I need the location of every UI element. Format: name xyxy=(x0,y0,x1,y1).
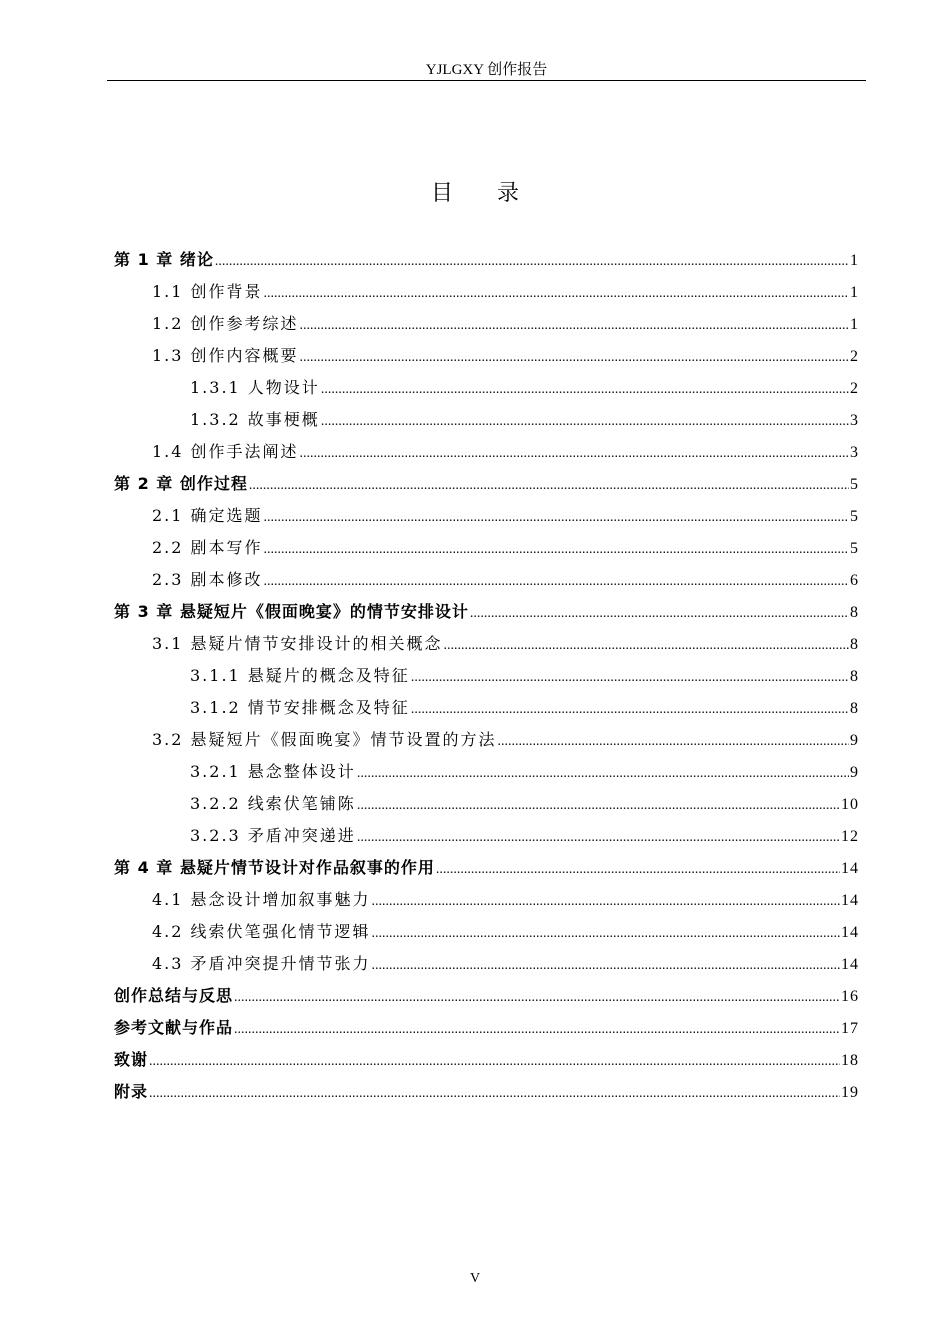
toc-entry-page: 18 xyxy=(841,1052,859,1069)
dot-leader xyxy=(149,1078,840,1110)
toc-entry[interactable] xyxy=(114,372,859,404)
toc-entry[interactable] xyxy=(114,564,859,596)
toc-entry-label: 3.1.1 悬疑片的概念及特征 xyxy=(190,666,410,685)
dot-leader xyxy=(411,662,849,694)
toc-entry-page: 8 xyxy=(850,700,859,717)
toc-entry-page: 19 xyxy=(841,1084,859,1101)
toc-entry[interactable] xyxy=(114,436,859,468)
toc-entry[interactable] xyxy=(114,788,859,820)
toc-entry-label: 第 3 章 悬疑短片《假面晚宴》的情节安排设计 xyxy=(114,602,469,621)
dot-leader xyxy=(321,374,849,406)
toc-entry-page: 17 xyxy=(841,1020,859,1037)
toc-entry-page: 2 xyxy=(850,348,859,365)
toc-entry-page: 3 xyxy=(850,444,859,461)
toc-entry[interactable] xyxy=(114,308,859,340)
toc-entry-page: 1 xyxy=(850,284,859,301)
dot-leader xyxy=(264,566,849,598)
header-rule xyxy=(107,80,866,81)
toc-entry-page: 16 xyxy=(841,988,859,1005)
toc-entry[interactable] xyxy=(114,660,859,692)
toc-entry-page: 14 xyxy=(841,956,859,973)
dot-leader xyxy=(411,694,849,726)
toc-entry[interactable] xyxy=(114,980,859,1012)
toc-entry[interactable] xyxy=(114,1076,859,1108)
toc-entry-label: 2.3 剧本修改 xyxy=(152,570,263,589)
toc-entry[interactable] xyxy=(114,468,859,500)
toc-entry-page: 8 xyxy=(850,636,859,653)
dot-leader xyxy=(372,918,840,950)
dot-leader xyxy=(215,246,849,278)
toc-entry[interactable] xyxy=(114,1012,859,1044)
toc-entry[interactable] xyxy=(114,596,859,628)
toc-entry-label: 4.1 悬念设计增加叙事魅力 xyxy=(152,890,371,909)
toc-entry[interactable] xyxy=(114,244,859,276)
toc-entry-label: 第 1 章 绪论 xyxy=(114,250,214,269)
table-of-contents xyxy=(114,244,859,1108)
toc-entry-page: 9 xyxy=(850,732,859,749)
dot-leader xyxy=(234,982,840,1014)
toc-entry-label: 4.3 矛盾冲突提升情节张力 xyxy=(152,954,371,973)
toc-entry-label: 1.3 创作内容概要 xyxy=(152,346,299,365)
toc-entry-label: 3.1 悬疑片情节安排设计的相关概念 xyxy=(152,634,443,653)
dot-leader xyxy=(264,278,849,310)
dot-leader xyxy=(470,598,849,630)
toc-entry[interactable] xyxy=(114,692,859,724)
toc-entry-page: 1 xyxy=(850,316,859,333)
dot-leader xyxy=(300,438,849,470)
toc-entry[interactable] xyxy=(114,916,859,948)
toc-entry[interactable] xyxy=(114,756,859,788)
toc-entry-page: 14 xyxy=(841,924,859,941)
toc-entry[interactable] xyxy=(114,852,859,884)
toc-entry[interactable] xyxy=(114,340,859,372)
toc-entry-label: 参考文献与作品 xyxy=(114,1018,234,1037)
toc-entry-label: 1.1 创作背景 xyxy=(152,282,263,301)
toc-entry-page: 5 xyxy=(850,540,859,557)
toc-entry-label: 附录 xyxy=(114,1082,149,1101)
toc-entry-page: 14 xyxy=(841,892,859,909)
toc-entry-label: 创作总结与反思 xyxy=(114,986,234,1005)
toc-entry[interactable] xyxy=(114,948,859,980)
dot-leader xyxy=(149,1046,840,1078)
toc-entry-label: 3.1.2 情节安排概念及特征 xyxy=(190,698,410,717)
toc-entry[interactable] xyxy=(114,276,859,308)
running-header: YJLGXY 创作报告 xyxy=(425,62,548,78)
toc-entry-label: 2.2 剧本写作 xyxy=(152,538,263,557)
toc-entry-label: 3.2.2 线索伏笔铺陈 xyxy=(190,794,356,813)
dot-leader xyxy=(372,886,840,918)
toc-entry[interactable] xyxy=(114,820,859,852)
toc-entry-page: 5 xyxy=(850,508,859,525)
toc-entry-page: 2 xyxy=(850,380,859,397)
dot-leader xyxy=(300,342,849,374)
toc-entry-page: 12 xyxy=(841,828,859,845)
toc-entry-page: 10 xyxy=(841,796,859,813)
dot-leader xyxy=(264,534,849,566)
toc-entry-page: 8 xyxy=(850,604,859,621)
toc-entry-page: 6 xyxy=(850,572,859,589)
toc-entry-label: 致谢 xyxy=(114,1050,149,1069)
toc-entry[interactable] xyxy=(114,628,859,660)
dot-leader xyxy=(372,950,840,982)
dot-leader xyxy=(357,822,840,854)
dot-leader xyxy=(444,630,849,662)
page-number: V xyxy=(469,1271,481,1286)
toc-entry-label: 2.1 确定选题 xyxy=(152,506,263,525)
dot-leader xyxy=(357,758,849,790)
toc-entry[interactable] xyxy=(114,724,859,756)
toc-entry-page: 8 xyxy=(850,668,859,685)
dot-leader xyxy=(357,790,840,822)
dot-leader xyxy=(321,406,849,438)
toc-entry[interactable] xyxy=(114,1044,859,1076)
dot-leader xyxy=(498,726,849,758)
toc-entry-label: 4.2 线索伏笔强化情节逻辑 xyxy=(152,922,371,941)
toc-entry-label: 1.3.2 故事梗概 xyxy=(190,410,320,429)
dot-leader xyxy=(300,310,849,342)
toc-entry-page: 5 xyxy=(850,476,859,493)
toc-entry[interactable] xyxy=(114,404,859,436)
toc-entry-label: 第 2 章 创作过程 xyxy=(114,474,248,493)
dot-leader xyxy=(264,502,849,534)
toc-entry-label: 1.3.1 人物设计 xyxy=(190,378,320,397)
toc-entry-label: 3.2.3 矛盾冲突递进 xyxy=(190,826,356,845)
dot-leader xyxy=(249,470,849,502)
toc-entry-label: 1.4 创作手法阐述 xyxy=(152,442,299,461)
dot-leader xyxy=(234,1014,840,1046)
toc-entry-label: 3.2.1 悬念整体设计 xyxy=(190,762,356,781)
toc-entry-page: 3 xyxy=(850,412,859,429)
toc-entry-page: 1 xyxy=(850,252,859,269)
toc-entry-label: 3.2 悬疑短片《假面晚宴》情节设置的方法 xyxy=(152,730,497,749)
toc-entry-page: 9 xyxy=(850,764,859,781)
toc-entry-label: 第 4 章 悬疑片情节设计对作品叙事的作用 xyxy=(114,858,435,877)
toc-entry[interactable] xyxy=(114,532,859,564)
toc-entry[interactable] xyxy=(114,884,859,916)
toc-title: 目录 xyxy=(430,181,563,206)
toc-entry-page: 14 xyxy=(841,860,859,877)
dot-leader xyxy=(436,854,840,886)
toc-entry-label: 1.2 创作参考综述 xyxy=(152,314,299,333)
toc-entry[interactable] xyxy=(114,500,859,532)
